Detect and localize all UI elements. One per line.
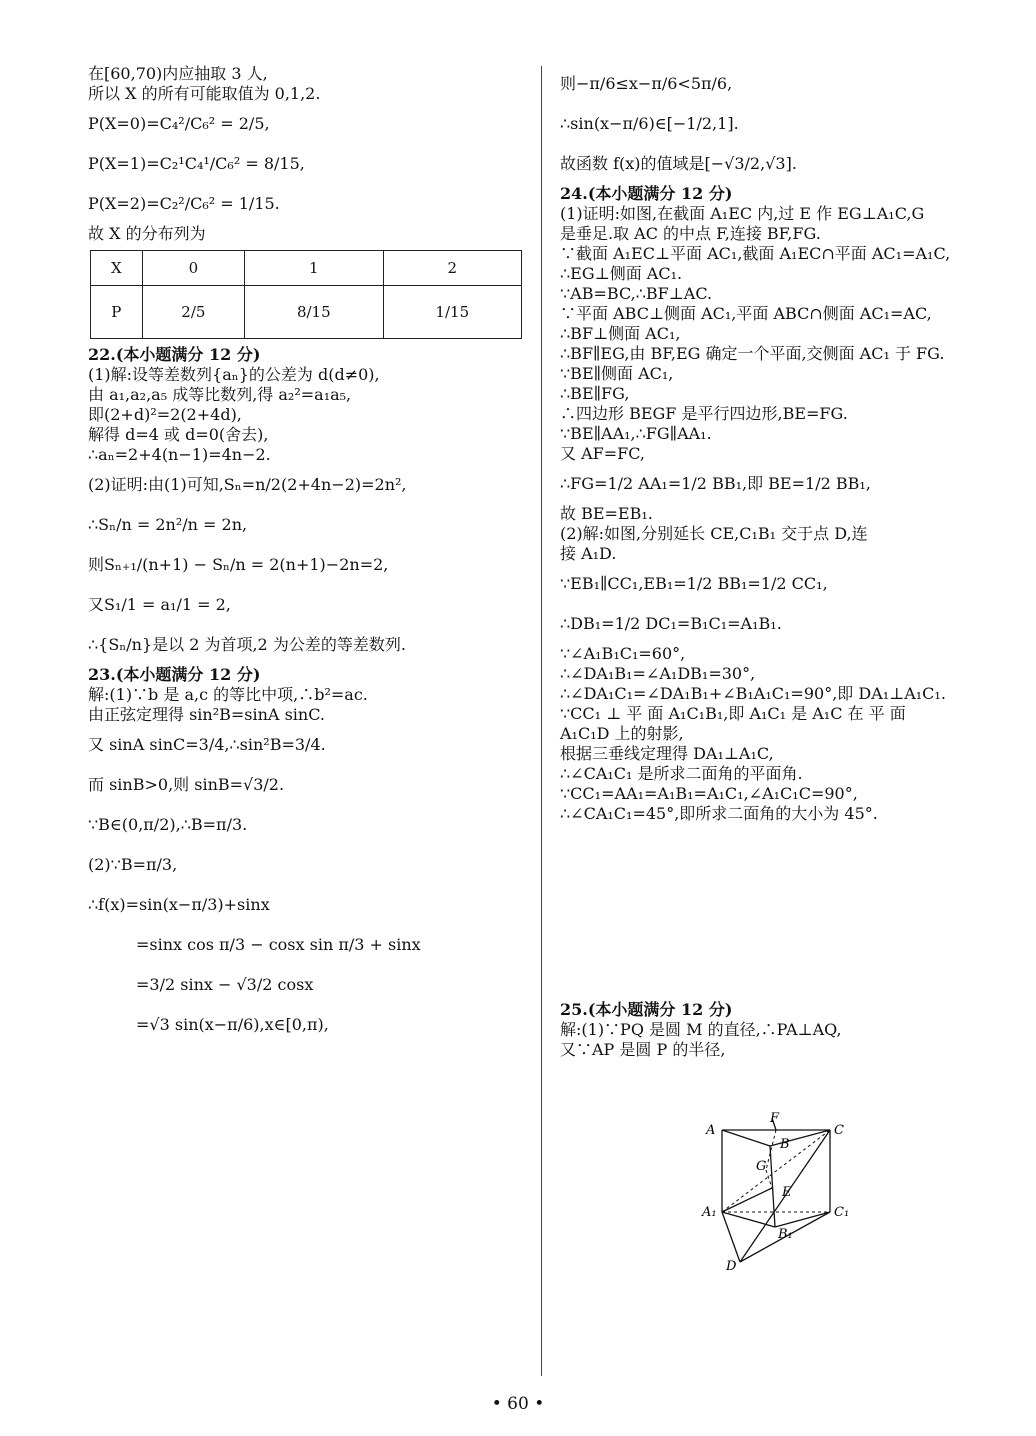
text-line: 又S₁/1 = a₁/1 = 2,: [88, 595, 231, 614]
left-solutions-22-23: [88, 345, 528, 1045]
distribution-table: [90, 250, 522, 339]
table-header-cell: 1: [245, 251, 383, 286]
text-line: 22.(本小题满分 12 分): [88, 345, 261, 364]
text-line: ∴BF∥EG,由 BF,EG 确定一个平面,交侧面 AC₁ 于 FG.: [560, 344, 945, 363]
text-line: ∵EB₁∥CC₁,EB₁=1/2 BB₁=1/2 CC₁,: [560, 574, 828, 593]
text-line: P(X=0)=C₄²/C₆² = 2/5,: [88, 114, 270, 133]
text-line: ∴∠DA₁C₁=∠DA₁B₁+∠B₁A₁C₁=90°,即 DA₁⊥A₁C₁.: [560, 684, 946, 703]
text-line: =√3 sin(x−π/6),x∈[0,π),: [88, 1015, 329, 1034]
table-header-cell: X: [91, 251, 143, 286]
text-line: 由 a₁,a₂,a₅ 成等比数列,得 a₂²=a₁a₅,: [88, 385, 352, 404]
label-C1: C₁: [834, 1205, 850, 1220]
text-line: ∵∠A₁B₁C₁=60°,: [560, 644, 686, 663]
text-line: ∵截面 A₁EC⊥平面 AC₁,截面 A₁EC∩平面 AC₁=A₁C,: [560, 244, 951, 263]
table-header-cell: 0: [142, 251, 244, 286]
text-line: ∴EG⊥侧面 AC₁.: [560, 264, 683, 283]
right-solution-24: [560, 64, 1000, 824]
text-line: ∴BF⊥侧面 AC₁,: [560, 324, 681, 343]
label-A1: A₁: [702, 1205, 717, 1220]
label-D: D: [726, 1259, 737, 1272]
table-cell: 8/15: [245, 286, 383, 339]
text-line: 是垂足.取 AC 的中点 F,连接 BF,FG.: [560, 224, 821, 243]
text-line: ∴Sₙ/n = 2n²/n = 2n,: [88, 515, 248, 534]
right-column: [560, 64, 1000, 1060]
text-line: ∴BE∥FG,: [560, 384, 630, 403]
table-row: [91, 251, 522, 286]
text-line: ∴FG=1/2 AA₁=1/2 BB₁,即 BE=1/2 BB₁,: [560, 474, 871, 493]
text-line: ∴∠DA₁B₁=∠A₁DB₁=30°,: [560, 664, 756, 683]
text-line: (2)∵B=π/3,: [88, 855, 178, 874]
edge-A1B1: [722, 1212, 775, 1227]
text-line: P(X=1)=C₂¹C₄¹/C₆² = 8/15,: [88, 154, 305, 173]
table-cell: P: [91, 286, 143, 339]
edge-A1D: [722, 1212, 740, 1262]
text-line: 则−π/6≤x−π/6<5π/6,: [560, 74, 733, 93]
prism-figure: [700, 1112, 860, 1272]
text-line: 故函数 f(x)的值域是[−√3/2,√3].: [560, 154, 797, 173]
right-solution-25: [560, 1000, 1000, 1060]
text-line: (2)证明:由(1)可知,Sₙ=n/2(2+4n−2)=2n²,: [88, 475, 407, 494]
text-line: 由正弦定理得 sin²B=sinA sinC.: [88, 705, 325, 724]
text-line: 所以 X 的所有可能取值为 0,1,2.: [88, 84, 321, 103]
edge-B1C1: [775, 1212, 830, 1227]
text-line: 25.(本小题满分 12 分): [560, 1000, 733, 1019]
text-line: ∴{Sₙ/n}是以 2 为首项,2 为公差的等差数列.: [88, 635, 406, 654]
text-line: ∴f(x)=sin(x−π/3)+sinx: [88, 895, 270, 914]
column-divider: [541, 66, 542, 1376]
text-line: 又∵AP 是圆 P 的半径,: [560, 1040, 726, 1059]
text-line: (1)解:设等差数列{aₙ}的公差为 d(d≠0),: [88, 365, 380, 384]
text-line: (2)解:如图,分别延长 CE,C₁B₁ 交于点 D,连: [560, 524, 868, 543]
text-line: 又 sinA sinC=3/4,∴sin²B=3/4.: [88, 735, 326, 754]
text-line: 24.(本小题满分 12 分): [560, 184, 733, 203]
table-cell: 1/15: [383, 286, 521, 339]
text-line: P(X=2)=C₂²/C₆² = 1/15.: [88, 194, 280, 213]
label-B1: B₁: [778, 1227, 793, 1242]
text-line: A₁C₁D 上的射影,: [560, 724, 684, 743]
figure-space: [560, 824, 1000, 1000]
text-line: 故 X 的分布列为: [88, 224, 206, 243]
edge-AB: [722, 1130, 770, 1146]
label-F: F: [770, 1112, 780, 1126]
text-line: ∴四边形 BEGF 是平行四边形,BE=FG.: [560, 404, 848, 423]
text-line: ∵BE∥AA₁,∴FG∥AA₁.: [560, 424, 712, 443]
text-line: ∵CC₁=AA₁=A₁B₁=A₁C₁,∠A₁C₁C=90°,: [560, 784, 858, 803]
text-line: ∵AB=BC,∴BF⊥AC.: [560, 284, 713, 303]
label-E: E: [782, 1185, 792, 1200]
edge-A1E: [722, 1188, 772, 1212]
text-line: 又 AF=FC,: [560, 444, 646, 463]
text-line: ∴DB₁=1/2 DC₁=B₁C₁=A₁B₁.: [560, 614, 782, 633]
text-line: ∵B∈(0,π/2),∴B=π/3.: [88, 815, 248, 834]
left-column: [88, 64, 528, 1045]
text-line: 而 sinB>0,则 sinB=√3/2.: [88, 775, 285, 794]
text-line: 在[60,70)内应抽取 3 人,: [88, 64, 268, 83]
text-line: =sinx cos π/3 − cosx sin π/3 + sinx: [88, 935, 421, 954]
page-number: • 60 •: [491, 1394, 545, 1414]
text-line: 解得 d=4 或 d=0(舍去),: [88, 425, 269, 444]
left-solution-part-21: [88, 64, 528, 244]
hidden-edge-A1C: [722, 1130, 830, 1212]
table-header-cell: 2: [383, 251, 521, 286]
text-line: (1)证明:如图,在截面 A₁EC 内,过 E 作 EG⊥A₁C,G: [560, 204, 925, 223]
table-cell: 2/5: [142, 286, 244, 339]
text-line: 23.(本小题满分 12 分): [88, 665, 261, 684]
label-G: G: [756, 1159, 767, 1174]
label-A: A: [706, 1123, 716, 1138]
text-line: 故 BE=EB₁.: [560, 504, 653, 523]
text-line: ∴∠CA₁C₁=45°,即所求二面角的大小为 45°.: [560, 804, 878, 823]
text-line: 则Sₙ₊₁/(n+1) − Sₙ/n = 2(n+1)−2n=2,: [88, 555, 389, 574]
text-line: ∵平面 ABC⊥侧面 AC₁,平面 ABC∩侧面 AC₁=AC,: [560, 304, 932, 323]
label-C: C: [834, 1123, 844, 1138]
text-line: 接 A₁D.: [560, 544, 617, 563]
text-line: 解:(1)∵PQ 是圆 M 的直径,∴PA⊥AQ,: [560, 1020, 842, 1039]
table-row: [91, 286, 522, 339]
text-line: ∵BE∥侧面 AC₁,: [560, 364, 674, 383]
text-line: =3/2 sinx − √3/2 cosx: [88, 975, 314, 994]
text-line: ∴sin(x−π/6)∈[−1/2,1].: [560, 114, 739, 133]
text-line: ∴∠CA₁C₁ 是所求二面角的平面角.: [560, 764, 803, 783]
text-line: ∴aₙ=2+4(n−1)=4n−2.: [88, 445, 271, 464]
text-line: ∵CC₁ ⊥ 平 面 A₁C₁B₁,即 A₁C₁ 是 A₁C 在 平 面: [560, 704, 906, 723]
text-line: 根据三垂线定理得 DA₁⊥A₁C,: [560, 744, 774, 763]
text-line: 解:(1)∵b 是 a,c 的等比中项,∴b²=ac.: [88, 685, 368, 704]
text-line: 即(2+d)²=2(2+4d),: [88, 405, 242, 424]
label-B: B: [780, 1137, 790, 1152]
